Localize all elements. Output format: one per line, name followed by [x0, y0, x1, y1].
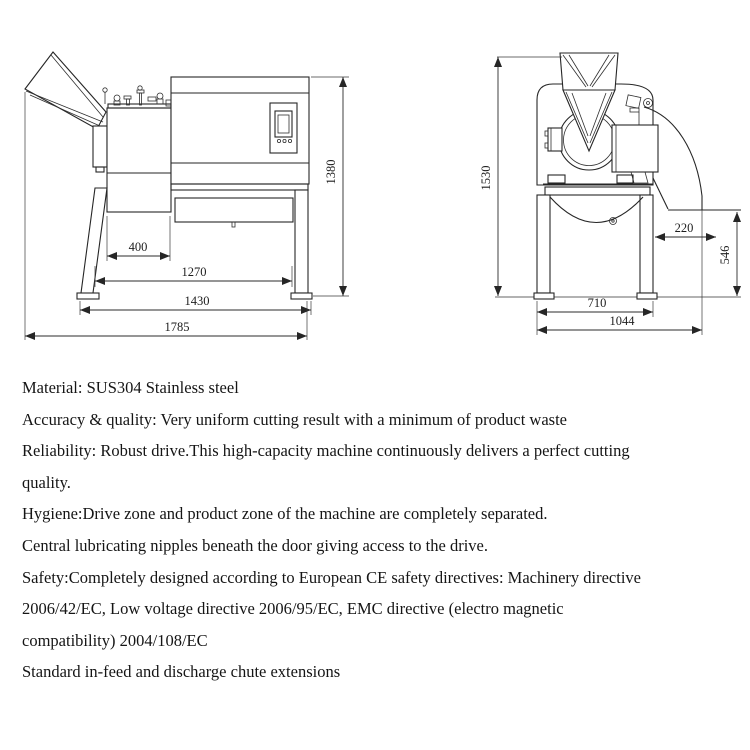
spec-line-material: Material: SUS304 Stainless steel [22, 378, 239, 397]
fitting-valve [157, 93, 163, 99]
dimension-220 [655, 221, 716, 237]
dimension-710 [537, 296, 653, 335]
right-leg [640, 195, 653, 293]
spec-line-reliability: Reliability: Robust drive.This high-capacity machine continuously delivers a perfect cutting [22, 441, 630, 461]
chamber-top-fittings [103, 86, 171, 108]
fitting-block [166, 100, 171, 106]
dimension-label: 546 [718, 245, 732, 265]
left-leg [537, 195, 550, 293]
fitting-block [157, 99, 163, 104]
spec-line-reliability-cont: quality. [22, 472, 71, 492]
discharge-chute-inner-edge [653, 178, 668, 209]
dimension-label: 1044 [609, 314, 635, 328]
product-specifications [22, 372, 722, 688]
electrical-box-panel [612, 125, 658, 172]
spec-line-chute: Standard in-feed and discharge chute extensions [22, 662, 341, 682]
front-foot [77, 293, 99, 299]
chamber-spout [93, 126, 107, 167]
spec-line-lubrication: Central lubricating nipples beneath the door giving access to the drive. [22, 535, 488, 555]
dimension-label: 1530 [479, 165, 493, 191]
frame-table [545, 187, 650, 195]
drain-fitting-center [612, 220, 614, 222]
dimension-1380 [311, 77, 349, 296]
spout-tab [96, 167, 104, 172]
rear-leg [295, 190, 308, 293]
dimension-label: 400 [128, 240, 148, 254]
valve-knob [138, 86, 142, 90]
tray-hook [232, 222, 235, 227]
dimension-label: 1785 [164, 320, 190, 334]
spec-line-safety: Safety:Completely designed according to European CE safety directives: Machinery directive [22, 567, 641, 587]
dimension-label: 1430 [184, 294, 210, 308]
front-view [479, 53, 741, 335]
dimension-1044 [537, 314, 702, 330]
side-view [25, 52, 349, 340]
spec-line-hygiene: Hygiene:Drive zone and product zone of the machine are completely separated. [22, 504, 548, 524]
fitting-knob [103, 88, 107, 92]
rear-foot [291, 293, 312, 299]
fitting-cap [124, 96, 131, 99]
machine-dimension-drawings [0, 0, 750, 362]
fitting-valve [114, 95, 120, 101]
body-base-strip [171, 184, 308, 190]
control-panel [270, 103, 297, 153]
valve-stem [140, 93, 142, 105]
cutting-chamber [107, 108, 171, 212]
dimension-label: 1380 [324, 159, 338, 185]
spec-line-accuracy: Accuracy & quality: Very uniform cutting result with a minimum of product waste [22, 409, 567, 429]
fitting-block [148, 97, 156, 101]
dimension-label: 220 [674, 221, 694, 235]
dimension-label: 1270 [181, 265, 207, 279]
side-door-plate [545, 128, 562, 151]
hopper-outline [25, 52, 106, 129]
right-foot [637, 293, 657, 299]
front-leg [81, 188, 107, 293]
spec-line-safety-cont: 2006/42/EC, Low voltage directive 2006/95/EC, EMC directive (electro magnetic [22, 599, 564, 619]
dimension-1430 [80, 294, 311, 315]
drain-fitting [610, 218, 617, 225]
hopper-upper-trapezoid [560, 53, 618, 90]
spec-line-safety-cont2: compatibility) 2004/108/EC [22, 630, 208, 650]
dimension-1270 [95, 265, 292, 287]
dimension-400 [107, 216, 170, 261]
left-foot [534, 293, 554, 299]
infeed-hopper [25, 52, 106, 129]
dimension-label: 710 [587, 296, 607, 310]
collecting-pan-curve [550, 197, 643, 223]
door-plate [548, 128, 562, 151]
dimension-546 [718, 212, 737, 296]
discharge-tray [175, 198, 293, 222]
